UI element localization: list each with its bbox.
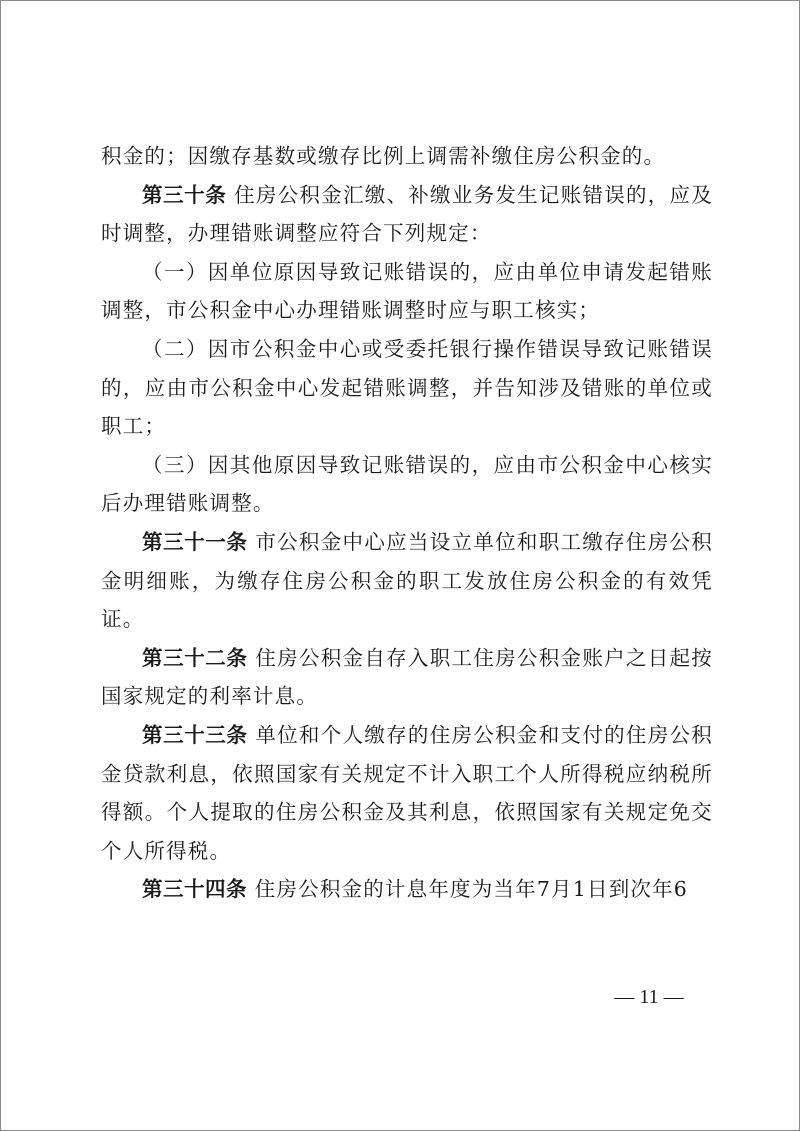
article-heading: 第三十四条 bbox=[142, 877, 247, 902]
article-text: 单位和个人缴存的住房公积金和支付的住房公积金贷款利息，依照国家有关规定不计入职工个人所得税应纳税所得额。个人提取的住房公积金及其利息，依照国家有关规定免交个人所得税。 bbox=[101, 722, 714, 863]
article-32 bbox=[101, 639, 713, 716]
list-item-text: （三）因其他原因导致记账错误的，应由市公积金中心核实后办理错账调整。 bbox=[101, 452, 713, 516]
article-text: 市公积金中心应当设立单位和职工缴存住房公积金明细账，为缴存住房公积金的职工发放住房公积金的有效凭证。 bbox=[101, 529, 714, 632]
article-30-item-1 bbox=[101, 253, 713, 330]
article-30-item-2 bbox=[101, 330, 713, 446]
article-34 bbox=[101, 870, 713, 909]
page-number: — 11 — bbox=[614, 986, 684, 1008]
list-item-text: （一）因单位原因导致记账错误的，应由单位申请发起错账调整，市公积金中心办理错账调整时应与职工核实； bbox=[101, 259, 713, 323]
article-33 bbox=[101, 716, 713, 870]
article-text: 住房公积金的计息年度为当年7月1日到次年6 bbox=[254, 877, 689, 902]
article-31 bbox=[101, 523, 713, 639]
article-text: 住房公积金自存入职工住房公积金账户之日起按国家规定的利率计息。 bbox=[101, 645, 714, 709]
list-item-text: （二）因市公积金中心或受委托银行操作错误导致记账错误的，应由市公积金中心发起错账调整，并告知涉及错账的单位或职工； bbox=[101, 336, 713, 439]
article-30 bbox=[101, 176, 713, 253]
paragraph-continuation bbox=[101, 137, 713, 176]
article-heading: 第三十一条 bbox=[142, 529, 248, 554]
article-heading: 第三十三条 bbox=[142, 722, 248, 747]
document-body bbox=[101, 137, 713, 909]
article-heading: 第三十条 bbox=[142, 182, 227, 207]
article-text: 住房公积金汇缴、补缴业务发生记账错误的，应及时调整，办理错账调整应符合下列规定： bbox=[101, 182, 714, 246]
article-30-item-3 bbox=[101, 446, 713, 523]
paragraph-text: 积金的；因缴存基数或缴存比例上调需补缴住房公积金的。 bbox=[101, 144, 666, 168]
article-heading: 第三十二条 bbox=[142, 645, 248, 670]
